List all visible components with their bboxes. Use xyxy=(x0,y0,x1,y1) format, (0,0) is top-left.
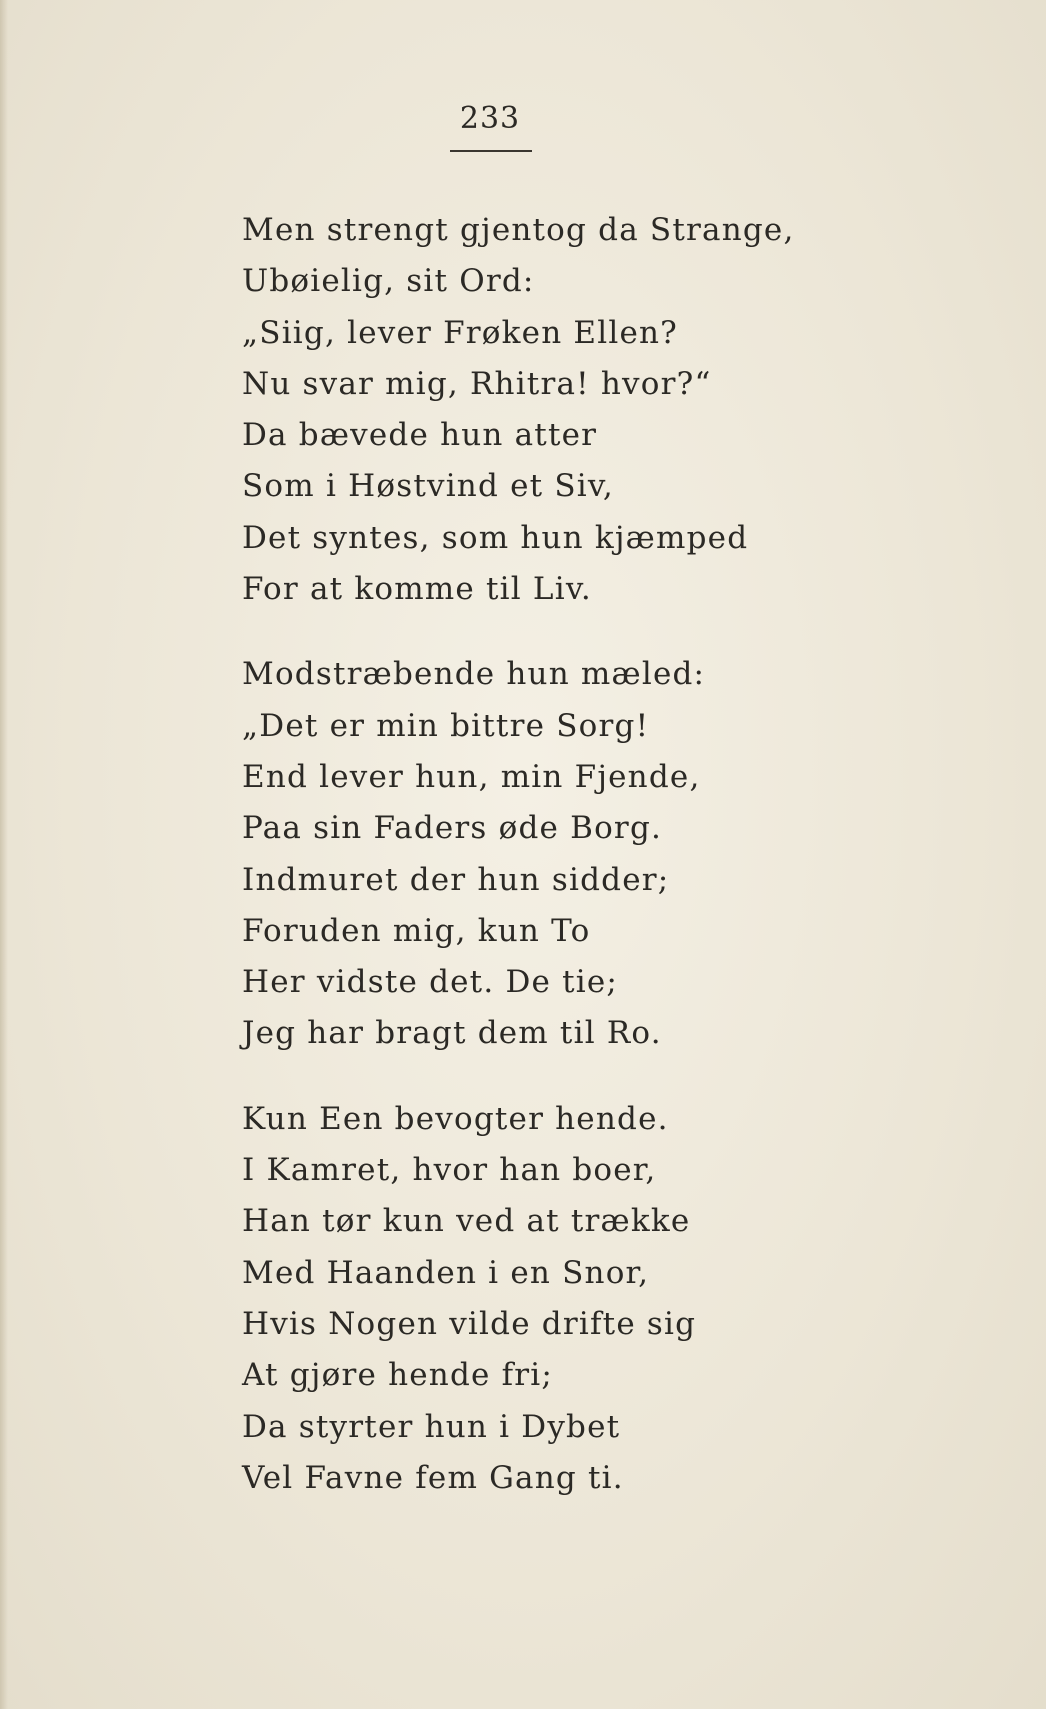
poem-line: Kun Een bevogter hende. xyxy=(242,1100,669,1137)
poem-line: Han tør kun ved at trække xyxy=(242,1203,691,1240)
poem-line: „Siig, lever Frøken Ellen? xyxy=(242,314,679,351)
poem-line: Modstræbende hun mæled: xyxy=(242,656,706,693)
poem-line: Det syntes, som hun kjæmped xyxy=(242,519,749,556)
poem-line: Foruden mig, kun To xyxy=(242,912,591,949)
poem-line: End lever hun, min Fjende, xyxy=(242,758,701,795)
poem-line: Da styrter hun i Dybet xyxy=(242,1408,621,1445)
poem xyxy=(242,205,882,1538)
poem-line: At gjøre hende fri; xyxy=(242,1357,554,1394)
stanza-3 xyxy=(242,1094,882,1504)
poem-line: Indmuret der hun sidder; xyxy=(242,861,670,898)
poem-line: For at komme til Liv. xyxy=(242,571,592,608)
page-number: 233 xyxy=(459,101,521,136)
poem-line: Jeg har bragt dem til Ro. xyxy=(242,1015,662,1052)
page-edge-shadow xyxy=(0,0,8,1709)
stanza-1 xyxy=(242,205,882,615)
poem-line: „Det er min bittre Sorg! xyxy=(242,707,650,744)
poem-line: Da bævede hun atter xyxy=(242,417,598,454)
poem-line: Men strengt gjentog da Strange, xyxy=(242,212,795,248)
poem-line: Hvis Nogen vilde drifte sig xyxy=(242,1305,697,1342)
poem-line: Her vidste det. De tie; xyxy=(242,964,619,1001)
page-number-rule xyxy=(450,150,532,152)
poem-line: Ubøielig, sit Ord: xyxy=(242,263,535,300)
poem-line: Nu svar mig, Rhitra! hvor?“ xyxy=(242,365,712,402)
stanza-2 xyxy=(242,649,882,1059)
poem-line: I Kamret, hvor han boer, xyxy=(242,1152,657,1189)
poem-line: Som i Høstvind et Siv, xyxy=(242,468,614,505)
poem-line: Paa sin Faders øde Borg. xyxy=(242,810,663,847)
poem-line: Med Haanden i en Snor, xyxy=(242,1254,650,1291)
poem-line: Vel Favne fem Gang ti. xyxy=(242,1459,624,1496)
